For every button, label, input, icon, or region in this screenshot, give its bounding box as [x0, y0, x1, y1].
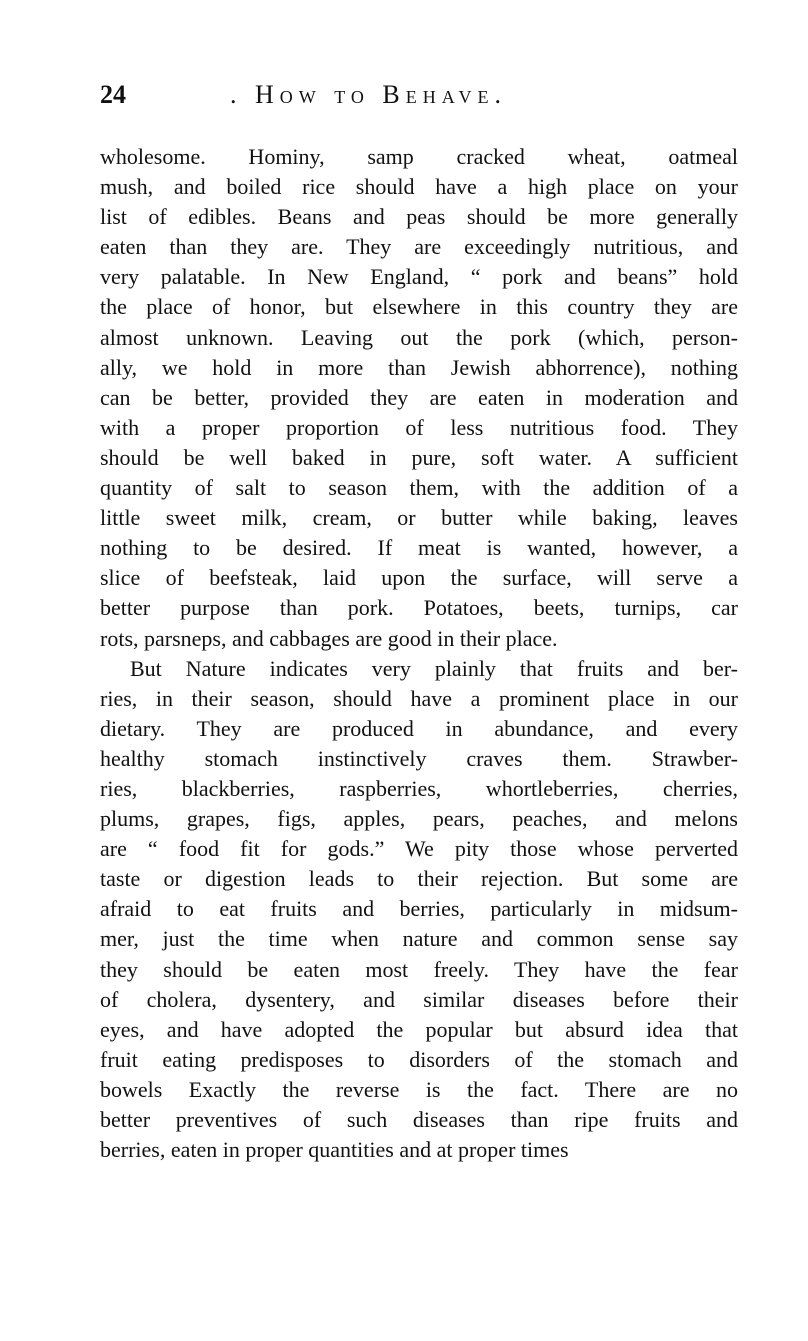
text-line: taste or digestion leads to their rejection. But some are — [100, 866, 738, 892]
text-line: with a proper proportion of less nutritious food. They — [100, 414, 738, 440]
text-line: list of edibles. Beans and peas should be more generally — [100, 204, 738, 230]
running-header — [100, 80, 740, 120]
text-line: fruit eating predisposes to disorders of the stomach and — [100, 1046, 738, 1072]
text-line: better preventives of such diseases than ripe fruits and — [100, 1107, 738, 1132]
text-line: eyes, and have adopted the popular but absurd idea that — [100, 1016, 738, 1042]
text-line: the place of honor, but elsewhere in this country they are — [100, 294, 738, 320]
text-line: mer, just the time when nature and common sense say — [100, 926, 738, 952]
text-line: ally, we hold in more than Jewish abhorrence), nothing — [100, 354, 738, 380]
text-line: quantity of salt to season them, with the addition of a — [100, 475, 738, 501]
text-line: mush, and boiled rice should have a high place on your — [100, 174, 738, 200]
text-line: very palatable. In New England, “ pork and beans” hold — [100, 264, 738, 290]
text-line: plums, grapes, figs, apples, pears, peaches, and melons — [100, 806, 738, 832]
page-number: 24 — [100, 80, 126, 109]
text-line: are “ food fit for gods.” We pity those whose perverted — [100, 836, 738, 862]
text-line: slice of beefsteak, laid upon the surface, will serve a — [100, 565, 738, 591]
text-line: berries, eaten in proper quantities and at proper times — [100, 1137, 569, 1163]
text-line: of cholera, dysentery, and similar diseases before their — [100, 986, 738, 1012]
text-line: afraid to eat fruits and berries, particularly in midsum- — [100, 896, 738, 922]
text-line: eaten than they are. They are exceedingly nutritious, and — [100, 234, 738, 260]
running-title: . How to Behave. — [230, 80, 507, 109]
text-line: almost unknown. Leaving out the pork (which, person- — [100, 324, 738, 350]
text-line: ries, blackberries, raspberries, whortleberries, cherries, — [100, 775, 738, 801]
text-line: they should be eaten most freely. They have the fear — [100, 956, 738, 982]
text-line: little sweet milk, cream, or butter while baking, leaves — [100, 505, 738, 531]
text-line: rots, parsneps, and cabbages are good in their place. — [100, 625, 558, 651]
text-line: bowels Exactly the reverse is the fact. There are no — [100, 1076, 738, 1102]
text-line: better purpose than pork. Potatoes, beets, turnips, car — [100, 595, 738, 621]
text-line: dietary. They are produced in abundance, and every — [100, 715, 738, 741]
text-line: ries, in their season, should have a prominent place in our — [100, 685, 738, 711]
text-line: can be better, provided they are eaten in moderation and — [100, 384, 738, 410]
text-line: nothing to be desired. If meat is wanted, however, a — [100, 535, 738, 561]
text-line: should be well baked in pure, soft water. A sufficient — [100, 444, 738, 470]
text-line: But Nature indicates very plainly that fruits and ber- — [130, 655, 738, 681]
text-line: wholesome. Hominy, samp cracked wheat, oatmeal — [100, 144, 738, 169]
body-text — [100, 142, 738, 1165]
text-line: healthy stomach instinctively craves them. Strawber- — [100, 745, 738, 771]
